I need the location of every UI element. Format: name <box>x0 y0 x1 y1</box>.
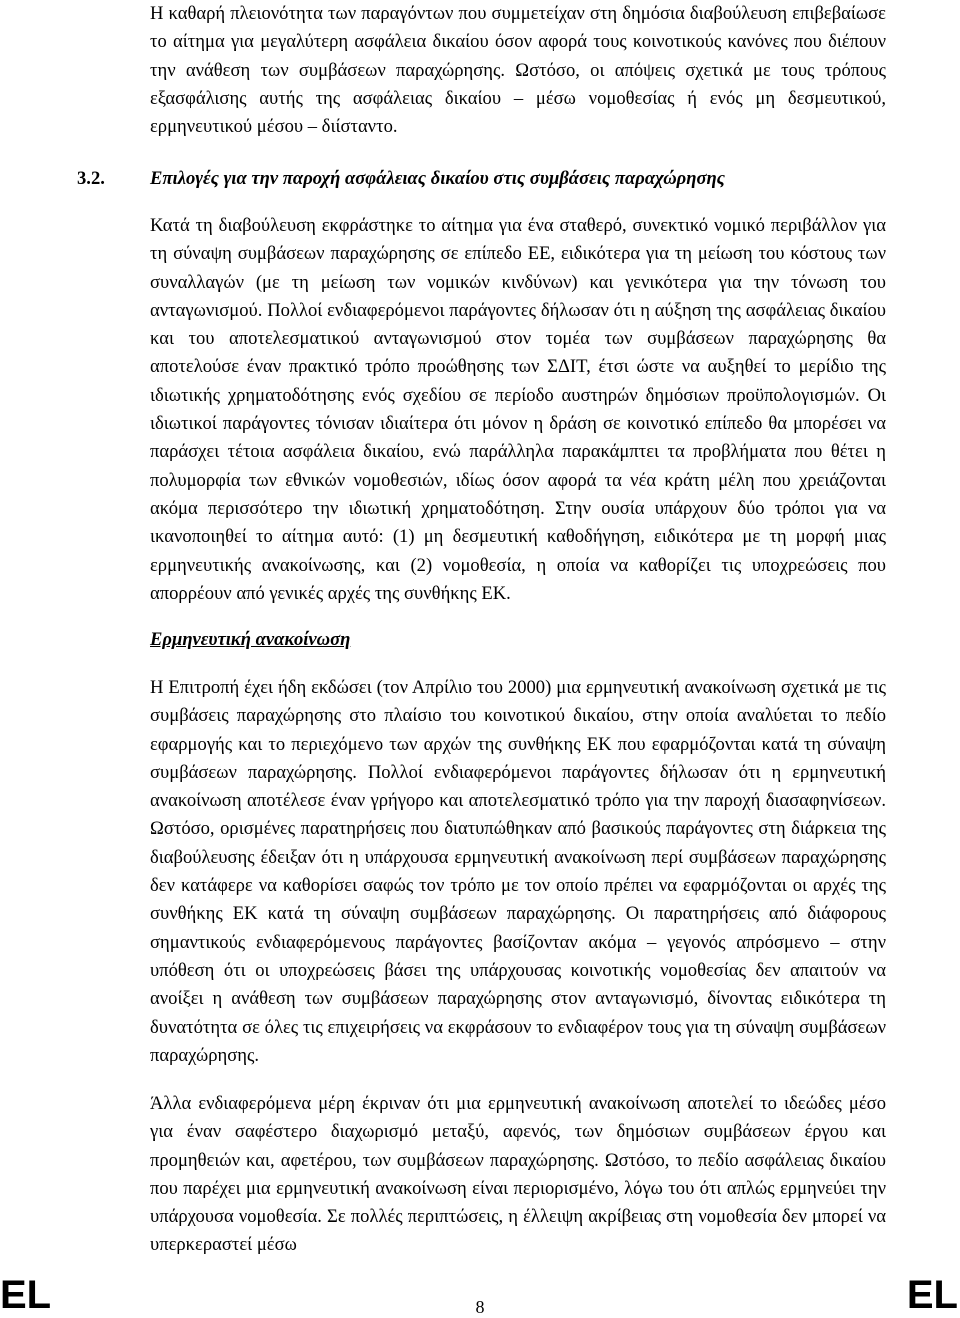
footer-language-right: EL <box>906 1273 958 1317</box>
paragraph-1-block <box>150 212 886 608</box>
section-number: 3.2. <box>77 168 105 189</box>
paragraph-3-block <box>150 1090 886 1260</box>
paragraph-1: Κατά τη διαβούλευση εκφράστηκε το αίτημα για ένα σταθερό, συνεκτικό νομικό περιβάλλον για τη σύναψη συμβάσεων παραχώρησης σε επίπεδο ΕΕ, ειδικότερα για τη μείωση του κόστους των συναλλαγών (με τη μείωση των νομικών κινδύνων) και γενικότερα για την τόνωση του ανταγωνισμού. Πολλοί ενδιαφερόμενοι παράγοντες δήλωσαν ότι η αύξηση της ασφάλειας δικαίου και του αποτελεσματικού ανταγωνισμού στον τομέα των συμβάσεων παραχώρησης θα αποτελούσε έναν πρακτικό τρόπο προώθησης των ΣΔΙΤ, έτσι ώστε να αυξηθεί το μερίδιο της ιδιωτικής χρηματοδότησης ενός σχεδίου σε περίοδο αυστηρών δημόσιων προϋπολογισμών. Οι ιδιωτικοί παράγοντες τόνισαν ιδιαίτερα ότι μόνον η δράση σε κοινοτικό επίπεδο θα μπορέσει να παράσχει τέτοια ασφάλεια δικαίου, ενώ παράλληλα παρακάμπτει τα προβλήματα που θέτει η πολυμορφία των εθνικών νομοθεσιών, ιδίως όσον αφορά τα νέα κράτη μέλη που χρειάζονται ακόμα περισσότερο την ιδιωτική χρηματοδότηση. Στην ουσία υπάρχουν δύο τρόποι για να ικανοποιηθεί το αίτημα αυτό: (1) μη δεσμευτική καθοδήγηση, ειδικότερα με τη μορφή μιας ερμηνευτικής ανακοίνωσης, και (2) νομοθεσία, η οποία να καθορίζει τις υποχρεώσεις που απορρέουν από γενικές αρχές της συνθήκης ΕΚ. <box>150 215 886 604</box>
paragraph-2: Η Επιτροπή έχει ήδη εκδώσει (τον Απρίλιο του 2000) μια ερμηνευτική ανακοίνωση σχετικά με τις συμβάσεις παραχώρησης στο πλαίσιο του κοινοτικού δικαίου, στην οποία αναλύεται το πεδίο εφαρμογής και το περιεχόμενο των αρχών της συνθήκης ΕΚ που εφαρμόζονται κατά τη σύναψη συμβάσεων παραχώρησης. Πολλοί ενδιαφερόμενοι παράγοντες δήλωσαν ότι η ερμηνευτική ανακοίνωση αποτέλεσε έναν γρήγορο και αποτελεσματικό τρόπο για την παροχή διασαφηνίσεων. Ωστόσο, ορισμένες παρατηρήσεις που διατυπώθηκαν από βασικούς παράγοντες στη διάρκεια της διαβούλευσης έδειξαν ότι η υπάρχουσα ερμηνευτική ανακοίνωση περί συμβάσεων παραχώρησης δεν κατάφερε να καθορίσει σαφώς τον τρόπο με τον οποίο πρέπει να εφαρμόζονται οι αρχές της συνθήκης ΕΚ κατά τη σύναψη συμβάσεων παραχώρησης. Οι παρατηρήσεις από διάφορους σημαντικούς ενδιαφερόμενους παράγοντες βασίζονταν ακόμα – γεγονός απρόσμενο – στην υπόθεση ότι οι υποχρεώσεις βάσει της υπάρχουσας κοινοτικής νομοθεσίας δεν απαιτούν να ανοίξει η ανάθεση των συμβάσεων παραχώρησης στον ανταγωνισμό, δίνοντας ειδικότερα τη δυνατότητα σε όλες τις επιχειρήσεις να εκφράσουν το ενδιαφέρον τους για τη σύναψη συμβάσεων παραχώρησης. <box>150 677 886 1066</box>
subheading-interpretive-communication: Ερμηνευτική ανακοίνωση <box>150 629 351 650</box>
paragraph-3: Άλλα ενδιαφερόμενα μέρη έκριναν ότι μια ερμηνευτική ανακοίνωση αποτελεί το ιδεώδες μέσο για έναν σαφέστερο διαχωρισμό μεταξύ, αφενός, των δημόσιων συμβάσεων έργου και προμηθειών και, αφετέρου, των συμβάσεων παραχώρησης. Ωστόσο, το πεδίο ασφάλειας δικαίου που παρέχει μια ερμηνευτική ανακοίνωση είναι περιορισμένο, λόγω του ότι απλώς ερμηνεύει την υπάρχουσα νομοθεσία. Σε πολλές περιπτώσεις, η έλλειψη ακρίβειας στη νομοθεσία δεν μπορεί να υπερκεραστεί μέσω <box>150 1093 886 1256</box>
subheading-block <box>150 629 886 651</box>
paragraph-2-block <box>150 674 886 1070</box>
intro-paragraph-block <box>150 0 886 141</box>
footer-page-number: 8 <box>475 1297 485 1317</box>
footer-language-left: EL <box>0 1273 52 1317</box>
section-title: Επιλογές για την παροχή ασφάλειας δικαίου στις συμβάσεις παραχώρησης <box>150 168 725 189</box>
intro-paragraph: Η καθαρή πλειονότητα των παραγόντων που συμμετείχαν στη δημόσια διαβούλευση επιβεβαίωσε το αίτημα για μεγαλύτερη ασφάλεια δικαίου όσον αφορά τους κοινοτικούς κανόνες που διέπουν την ανάθεση των συμβάσεων παραχώρησης. Ωστόσο, οι απόψεις σχετικά με τους τρόπους εξασφάλισης αυτής της ασφάλειας δικαίου – μέσω νομοθεσίας ή ενός μη δεσμευτικού, ερμηνευτικού μέσου – διίσταντο. <box>150 3 886 138</box>
